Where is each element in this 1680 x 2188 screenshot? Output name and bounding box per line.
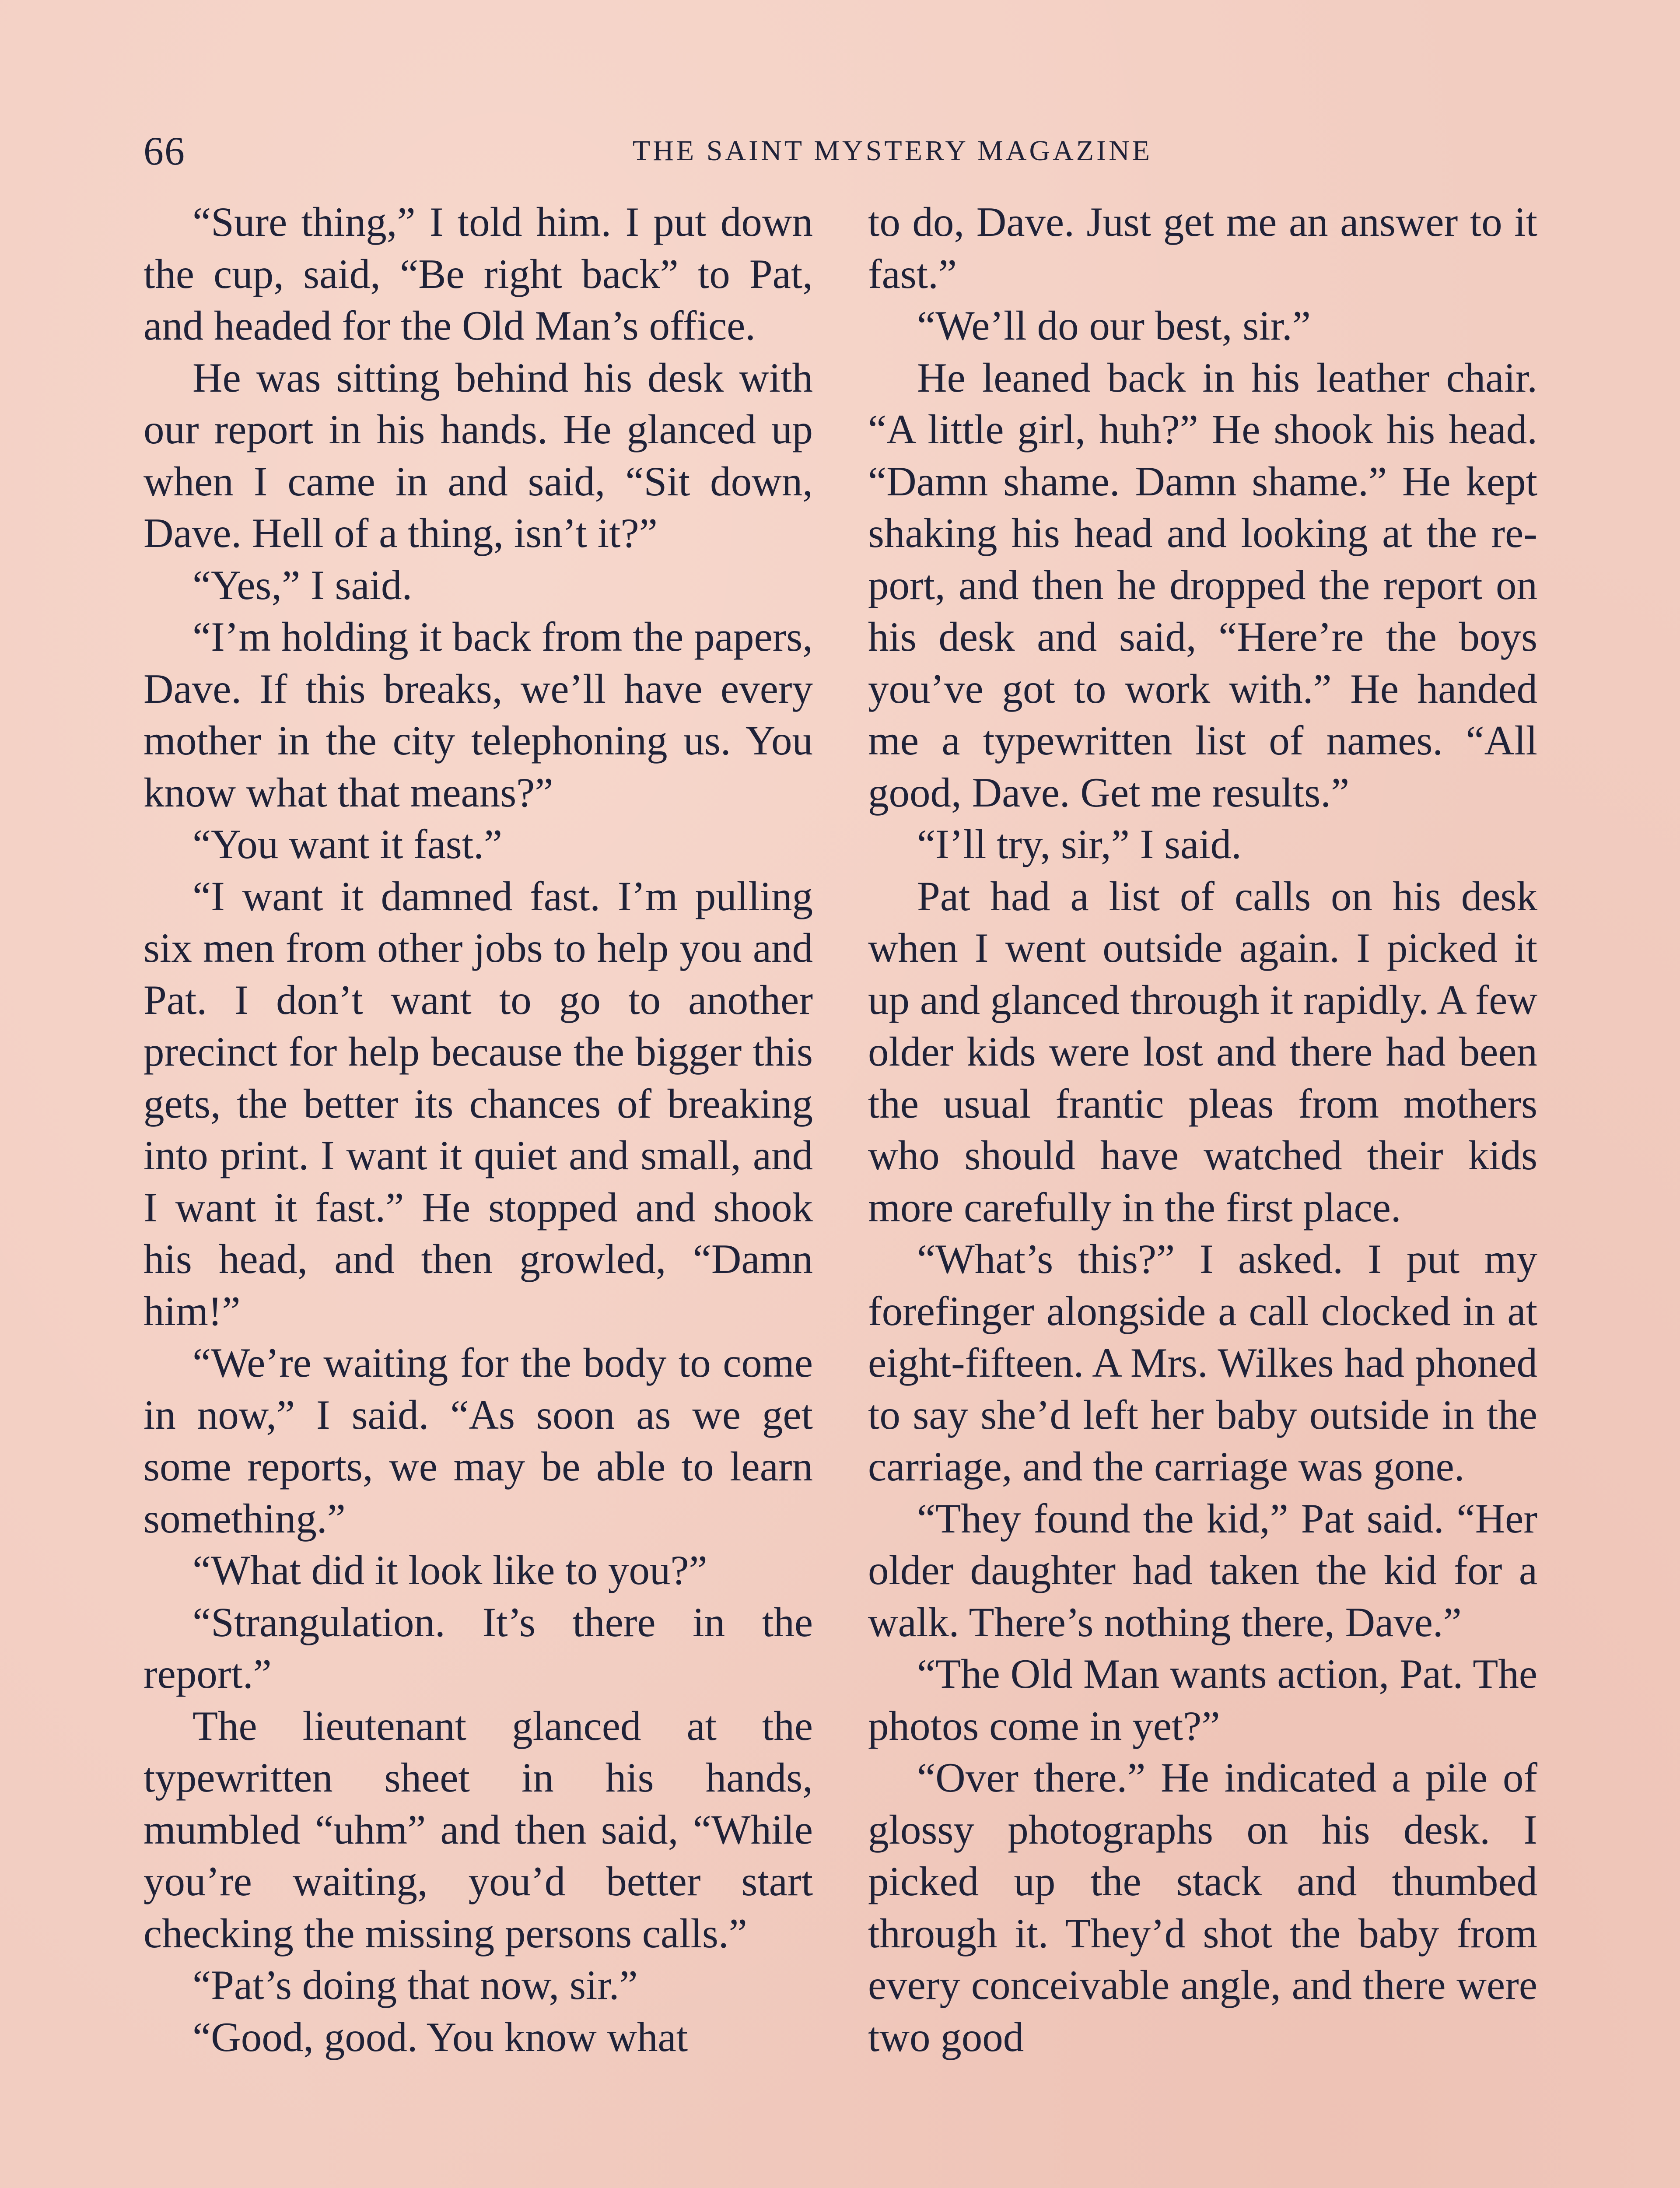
paragraph: “They found the kid,” Pat said. “Her older daughter had taken the kid for a walk. There’s nothing there, Dave.”: [868, 1495, 1537, 1645]
left-column: [144, 196, 813, 2063]
paragraph: “We’re waiting for the body to come in now,” I said. “As soon as we get some reports, we may be able to learn something.”: [144, 1339, 813, 1542]
paragraph: “Strangulation. It’s there in the report.”: [144, 1599, 813, 1697]
paragraph: “Good, good. You know what: [192, 2013, 688, 2060]
paragraph: Pat had a list of calls on his desk when I went outside again. I picked it up and glanced through it rapidly. A few older kids were lost and there had been the usual frantic pleas from mothers who should have watched their kids more carefully in the first place.: [868, 873, 1537, 1231]
paragraph: “I’ll try, sir,” I said.: [917, 821, 1242, 867]
paragraph: The lieutenant glanced at the typewritten sheet in his hands, mumbled “uhm” and then said, “While you’re waiting, you’d better start checking the missing persons calls.”: [144, 1702, 813, 1957]
paragraph: “What’s this?” I asked. I put my forefinger alongside a call clocked in at eight-fifteen. A Mrs. Wilkes had phoned to say she’d left her baby outside in the carriage, and the carriage was gone.: [868, 1236, 1537, 1490]
paragraph: “What did it look like to you?”: [192, 1547, 707, 1593]
paragraph: “Yes,” I said.: [192, 561, 413, 608]
paragraph-continuation: to do, Dave. Just get me an answer to it fast.”: [868, 199, 1537, 297]
paragraph: “Pat’s doing that now, sir.”: [192, 1962, 638, 2008]
paragraph: “I’m holding it back from the papers, Dave. If this breaks, we’ll have every mother in the city telephoning us. You know what that means?”: [144, 614, 813, 816]
paragraph: “I want it damned fast. I’m pulling six men from other jobs to help you and Pat. I don’t want to go to another precinct for help because the bigger this gets, the better its chances of breaking into print. I want it quiet and small, and I want it fast.” He stopped and shook his head, and then growled, “Damn him!”: [144, 873, 813, 1334]
right-column: [868, 196, 1537, 2063]
magazine-title: THE SAINT MYSTERY MAGAZINE: [632, 135, 1153, 167]
paragraph: He leaned back in his leather chair. “A little girl, huh?” He shook his head. “Damn shame. Damn shame.” He kept shaking his head and looking at the report, and then he dropped the report on his desk and said, “Here’re the boys you’ve got to work with.” He handed me a typewritten list of names. “All good, Dave. Get me results.”: [868, 354, 1537, 816]
paragraph: “You want it fast.”: [192, 821, 503, 867]
paragraph: “Over there.” He indicated a pile of glossy photographs on his desk. I picked up the stack and thumbed through it. They’d shot the baby from every conceivable angle, and there were two good: [868, 1754, 1537, 2060]
paragraph: “The Old Man wants action, Pat. The photos come in yet?”: [868, 1651, 1537, 1749]
paragraph: “Sure thing,” I told him. I put down the cup, said, “Be right back” to Pat, and headed for the Old Man’s office.: [144, 199, 813, 349]
running-head: [144, 125, 1536, 177]
page-number: 66: [144, 129, 186, 173]
paragraph: He was sitting behind his desk with our report in his hands. He glanced up when I came in and said, “Sit down, Dave. Hell of a thing, isn’t it?”: [144, 354, 813, 556]
paragraph: “We’ll do our best, sir.”: [917, 302, 1311, 349]
